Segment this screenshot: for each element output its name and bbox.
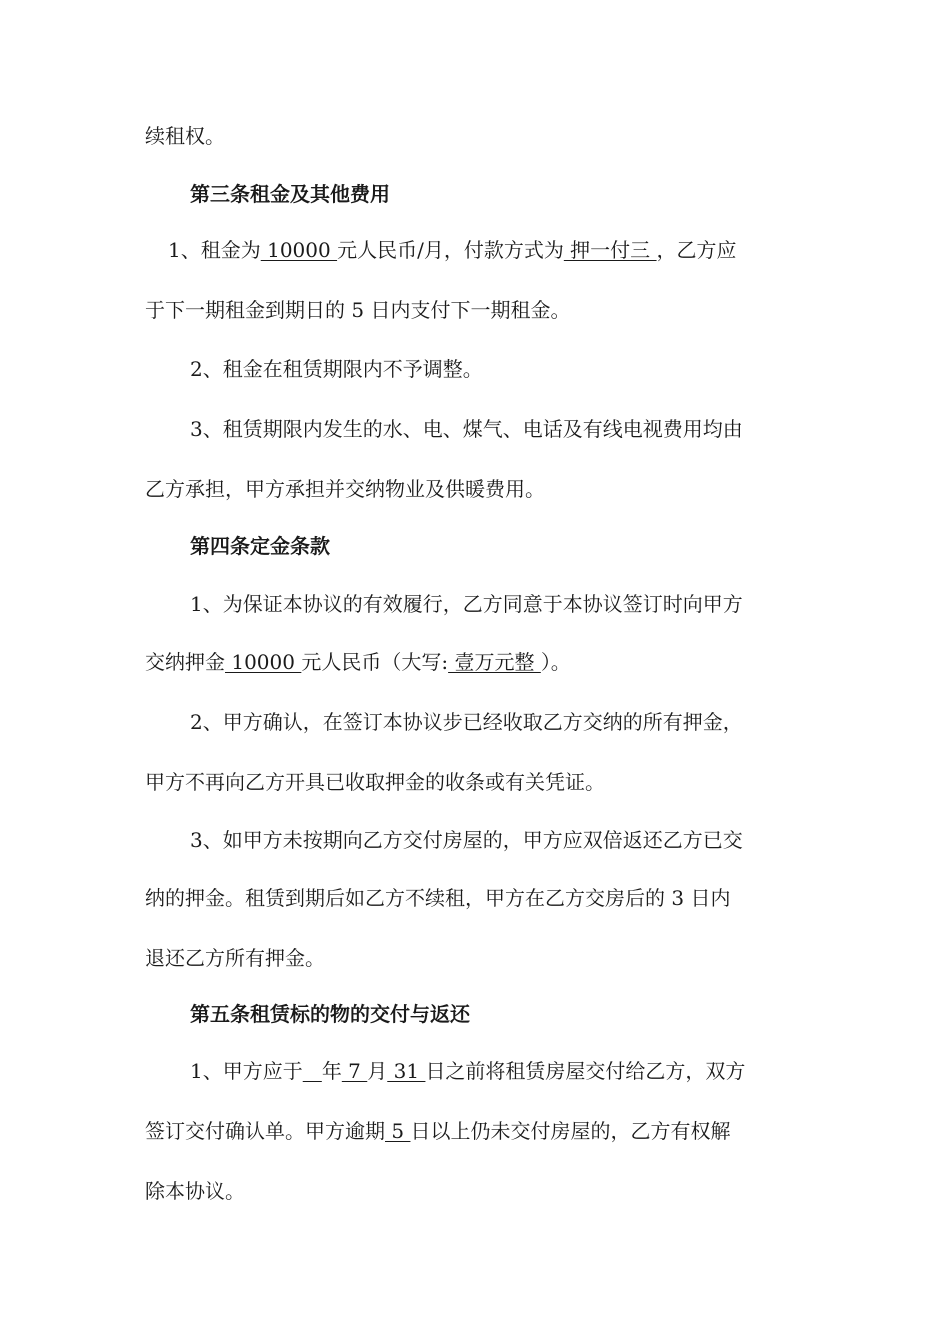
- article-5-heading: 第五条租赁标的物的交付与返还: [190, 1002, 470, 1026]
- text-segment: 年: [321, 1059, 342, 1083]
- paragraph-line: 退还乙方所有押金。: [145, 946, 325, 970]
- paragraph-line: 乙方承担，甲方承担并交纳物业及供暖费用。: [145, 477, 545, 501]
- text-segment: ）。: [540, 650, 571, 674]
- text-segment: 日之前将租赁房屋交付给乙方，双方: [425, 1059, 746, 1083]
- text-segment: 1、甲方应于: [190, 1059, 303, 1083]
- deposit-amount-field: 10000: [225, 650, 302, 674]
- text-segment: 1、租金为: [168, 238, 261, 262]
- article-4-heading: 第四条定金条款: [190, 534, 330, 558]
- article-3-heading: 第三条租金及其他费用: [190, 182, 390, 206]
- day-field: 31: [387, 1059, 426, 1083]
- overdue-days-field: 5: [385, 1119, 411, 1143]
- article-4-clause-1: 1、为保证本协议的有效履行，乙方同意于本协议签订时向甲方: [190, 592, 743, 616]
- month-field: 7: [341, 1059, 368, 1083]
- article-4-clause-3: 3、如甲方未按期向乙方交付房屋的，甲方应双倍返还乙方已交: [190, 828, 743, 852]
- article-4-clause-1-cont: [145, 648, 810, 676]
- year-field: [303, 1059, 322, 1083]
- text-segment: 日以上仍未交付房屋的，乙方有权解: [410, 1119, 731, 1143]
- text-segment: 签订交付确认单。甲方逾期: [145, 1119, 385, 1143]
- article-3-clause-3: 3、租赁期限内发生的水、电、煤气、电话及有线电视费用均由: [190, 417, 743, 441]
- article-4-clause-2: 2、甲方确认，在签订本协议步已经收取乙方交纳的所有押金，: [190, 710, 743, 734]
- paragraph-line: 续租权。: [145, 124, 225, 148]
- text-segment: 元人民币/月，付款方式为: [337, 238, 564, 262]
- text-segment: 月: [367, 1059, 388, 1083]
- article-5-clause-1: [190, 1057, 810, 1085]
- payment-method-field: 押一付三: [563, 238, 657, 262]
- paragraph-line: 甲方不再向乙方开具已收取押金的收条或有关凭证。: [145, 770, 605, 794]
- paragraph-line: 除本协议。: [145, 1179, 245, 1203]
- rent-amount-field: 10000: [260, 238, 338, 262]
- text-segment: 交纳押金: [145, 650, 225, 674]
- text-segment: 元人民币（大写:: [301, 650, 449, 674]
- deposit-words-field: 壹万元整: [448, 650, 541, 674]
- text-segment: ，乙方应: [656, 238, 737, 262]
- article-3-clause-2: 2、租金在租赁期限内不予调整。: [190, 357, 483, 381]
- paragraph-line: 纳的押金。租赁到期后如乙方不续租，甲方在乙方交房后的 3 日内: [145, 886, 731, 910]
- article-3-clause-1: [168, 236, 810, 264]
- paragraph-line: 于下一期租金到期日的 5 日内支付下一期租金。: [145, 298, 571, 322]
- article-5-clause-1-cont: [145, 1117, 810, 1145]
